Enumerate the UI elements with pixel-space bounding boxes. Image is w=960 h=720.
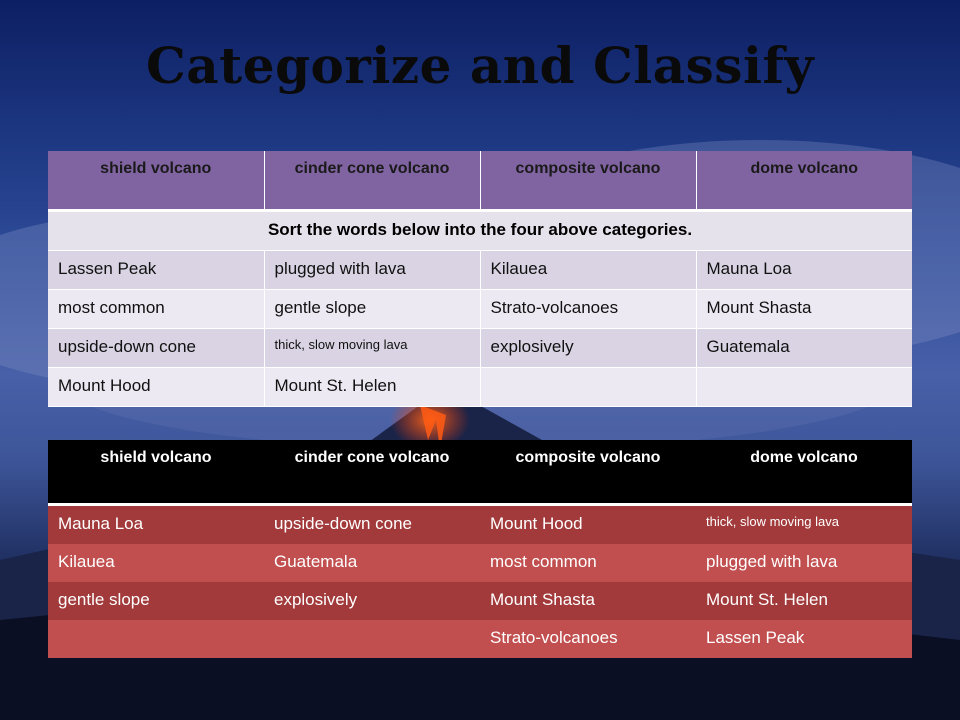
table-cell: plugged with lava bbox=[264, 251, 480, 290]
header-shield-volcano: shield volcano bbox=[48, 440, 264, 505]
table-cell: upside-down cone bbox=[48, 329, 264, 368]
slide-title: Categorize and Classify bbox=[145, 36, 815, 95]
header-row bbox=[48, 151, 912, 211]
table-cell: Mount Hood bbox=[480, 505, 696, 545]
table-cell: thick, slow moving lava bbox=[696, 505, 912, 545]
instruction-text: Sort the words below into the four above categories. bbox=[48, 211, 912, 251]
table-cell: Guatemala bbox=[696, 329, 912, 368]
table-cell: Strato-volcanoes bbox=[480, 620, 696, 658]
table-cell: Mount Hood bbox=[48, 368, 264, 407]
table-cell: Mount Shasta bbox=[696, 290, 912, 329]
table-cell: most common bbox=[48, 290, 264, 329]
table-cell bbox=[480, 368, 696, 407]
header-shield-volcano: shield volcano bbox=[48, 151, 264, 211]
table-cell: Kilauea bbox=[480, 251, 696, 290]
table-cell: Mauna Loa bbox=[696, 251, 912, 290]
header-composite-volcano: composite volcano bbox=[480, 151, 696, 211]
table-cell: gentle slope bbox=[48, 582, 264, 620]
table-row bbox=[48, 620, 912, 658]
table-row bbox=[48, 544, 912, 582]
table-cell: Mount St. Helen bbox=[696, 582, 912, 620]
table-cell: Lassen Peak bbox=[48, 251, 264, 290]
table-cell: upside-down cone bbox=[264, 505, 480, 545]
table-cell: Lassen Peak bbox=[696, 620, 912, 658]
instruction-row bbox=[48, 211, 912, 251]
table-cell: gentle slope bbox=[264, 290, 480, 329]
table-cell: Mauna Loa bbox=[48, 505, 264, 545]
table-row bbox=[48, 582, 912, 620]
table-cell: Kilauea bbox=[48, 544, 264, 582]
table-cell: Mount St. Helen bbox=[264, 368, 480, 407]
table-cell: thick, slow moving lava bbox=[264, 329, 480, 368]
table-row bbox=[48, 329, 912, 368]
table-row bbox=[48, 290, 912, 329]
table-cell: most common bbox=[480, 544, 696, 582]
sorting-table bbox=[48, 151, 912, 407]
header-dome-volcano: dome volcano bbox=[696, 440, 912, 505]
header-dome-volcano: dome volcano bbox=[696, 151, 912, 211]
header-composite-volcano: composite volcano bbox=[480, 440, 696, 505]
header-cinder-cone-volcano: cinder cone volcano bbox=[264, 151, 480, 211]
table-row bbox=[48, 505, 912, 545]
table-cell: explosively bbox=[264, 582, 480, 620]
table-cell: Guatemala bbox=[264, 544, 480, 582]
table-row bbox=[48, 368, 912, 407]
header-cinder-cone-volcano: cinder cone volcano bbox=[264, 440, 480, 505]
table-row bbox=[48, 251, 912, 290]
answer-table bbox=[48, 440, 912, 658]
table-cell: Mount Shasta bbox=[480, 582, 696, 620]
table-cell: plugged with lava bbox=[696, 544, 912, 582]
header-row bbox=[48, 440, 912, 505]
table-cell: explosively bbox=[480, 329, 696, 368]
table-cell: Strato-volcanoes bbox=[480, 290, 696, 329]
table-cell bbox=[264, 620, 480, 658]
table-cell bbox=[48, 620, 264, 658]
table-cell bbox=[696, 368, 912, 407]
